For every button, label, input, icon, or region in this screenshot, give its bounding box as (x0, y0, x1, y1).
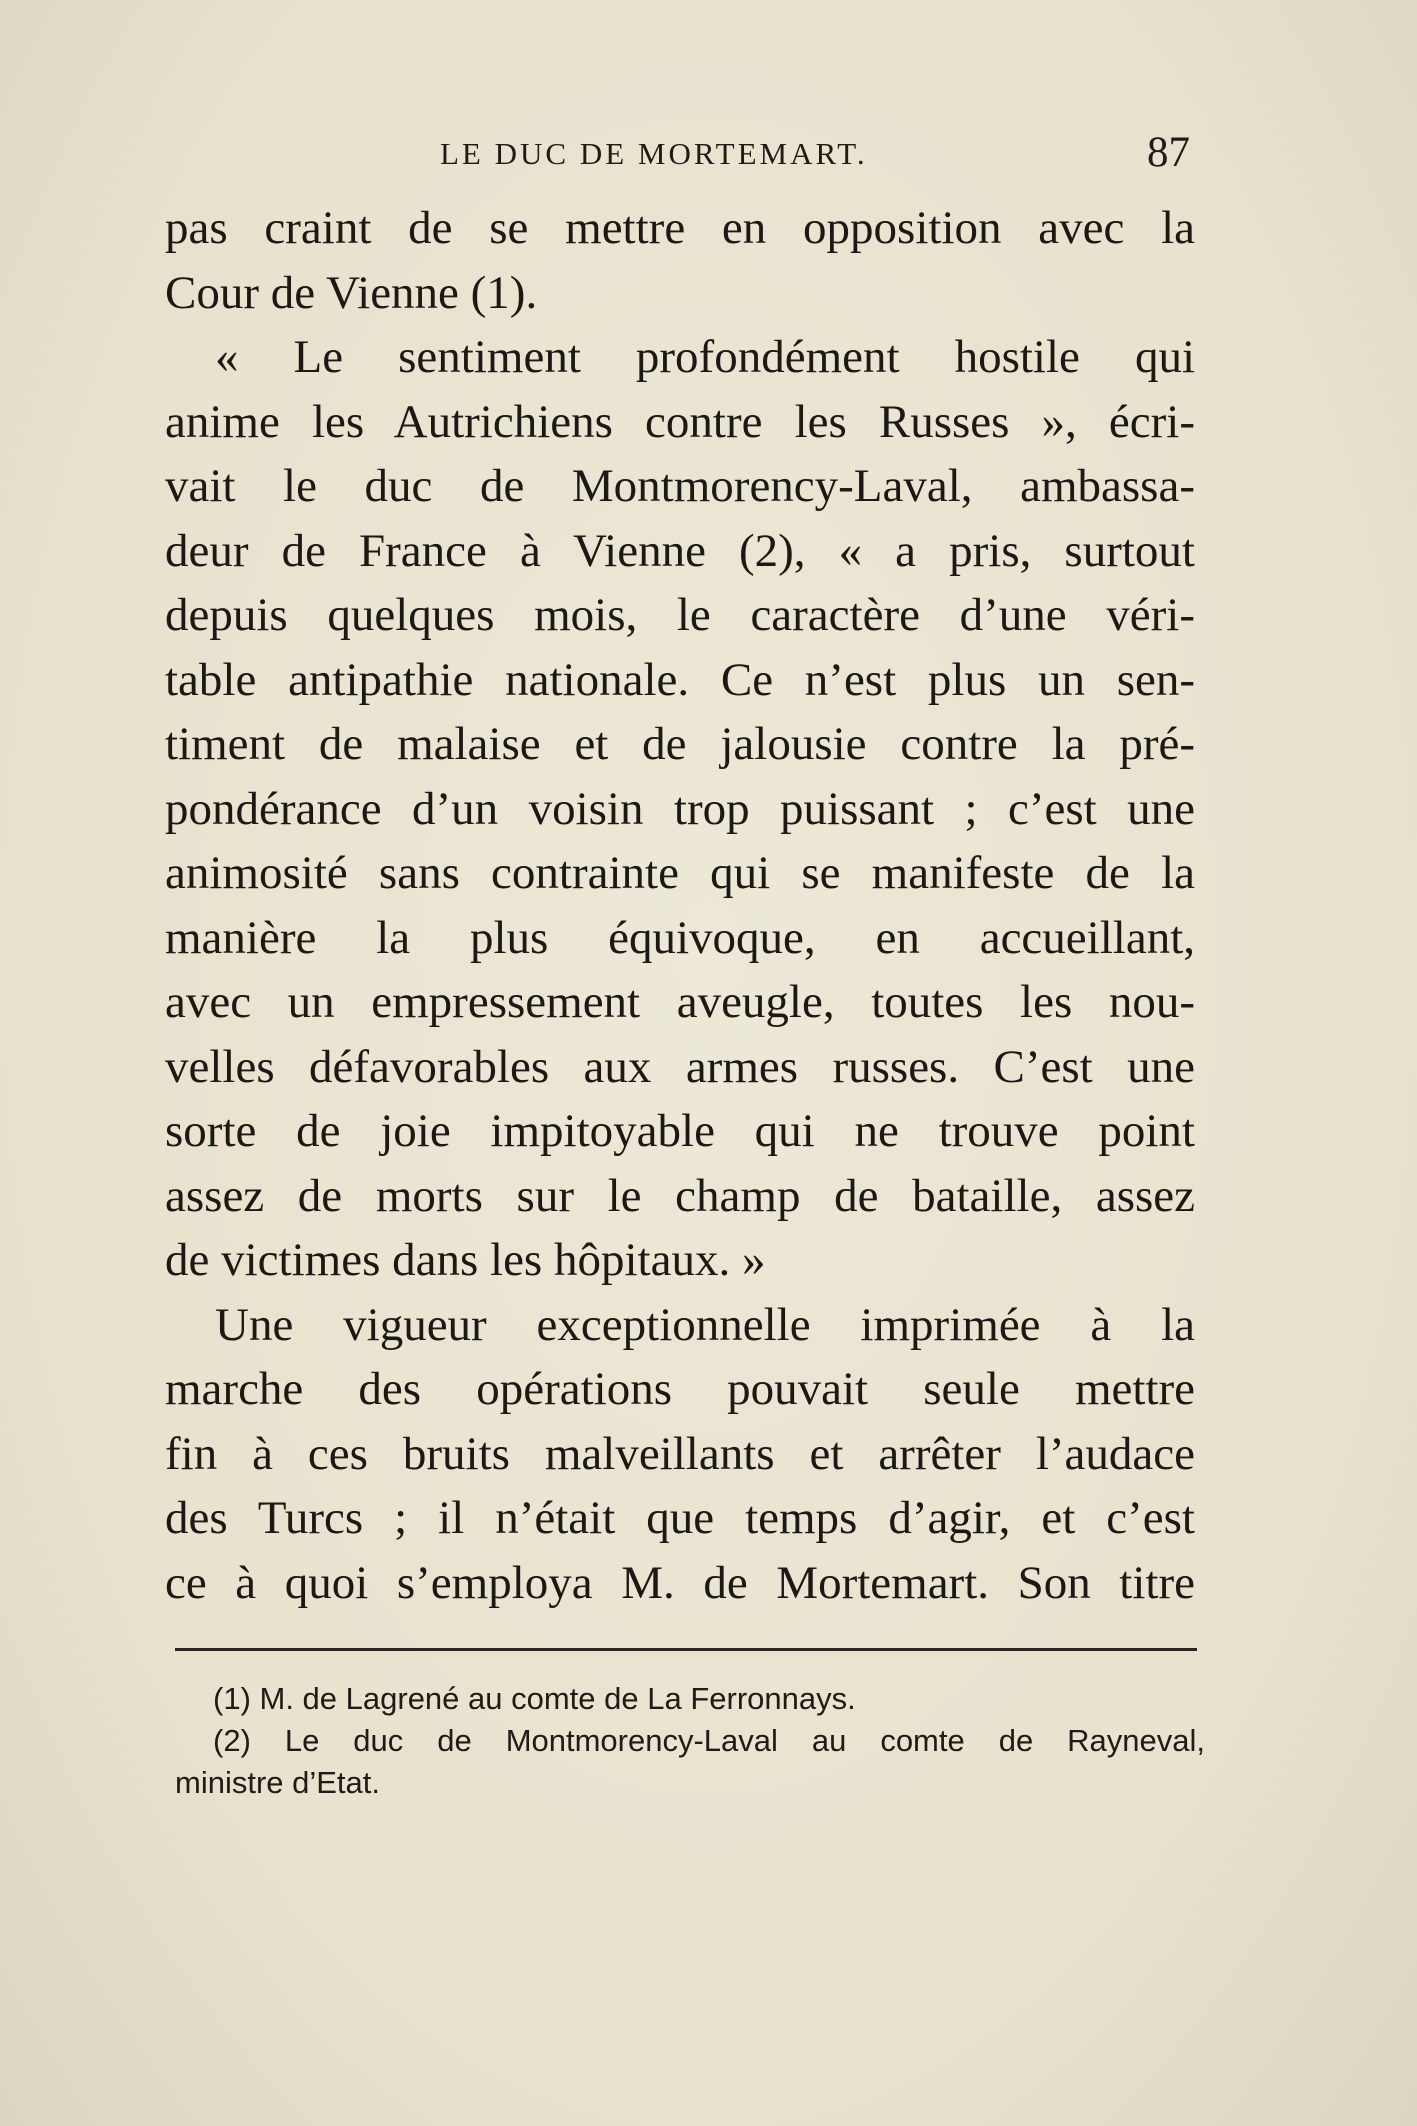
footnote-line: (1) M. de Lagrené au comte de La Ferronnays. (213, 1681, 856, 1716)
footnote-line: (2) Le duc de Montmorency-Laval au comte de Rayneval, (213, 1723, 1205, 1758)
text-line: anime les Autrichiens contre les Russes », écri- (165, 395, 1195, 448)
running-head (165, 128, 1190, 188)
text-line: marche des opérations pouvait seule mettre (165, 1363, 1195, 1415)
text-line: deur de France à Vienne (2), « a pris, surtout (165, 524, 1195, 577)
text-line: sorte de joie impitoyable qui ne trouve point (165, 1105, 1195, 1157)
page-number: 87 (1147, 129, 1190, 176)
text-line: velles défavorables aux armes russes. C’est une (165, 1040, 1195, 1093)
footnotes (175, 1678, 1205, 1804)
text-line: table antipathie nationale. Ce n’est plus un sen- (165, 653, 1195, 706)
text-line: ce à quoi s’employa M. de Mortemart. Son titre (165, 1556, 1195, 1609)
text-line: de victimes dans les hôpitaux. » (165, 1234, 766, 1286)
footnote-divider (175, 1648, 1197, 1651)
text-line: manière la plus équivoque, en accueillant, (165, 911, 1195, 964)
footnote-line: ministre d’Etat. (175, 1765, 381, 1800)
text-line: « Le sentiment profondément hostile qui (215, 331, 1195, 383)
text-line: avec un empressement aveugle, toutes les nou- (165, 976, 1195, 1028)
text-line: timent de malaise et de jalousie contre la pré- (165, 718, 1195, 770)
text-line: pondérance d’un voisin trop puissant ; c’est une (165, 782, 1195, 835)
text-line: animosité sans contrainte qui se manifeste de la (165, 847, 1195, 899)
text-line: pas craint de se mettre en opposition avec la (165, 202, 1195, 254)
text-line: des Turcs ; il n’était que temps d’agir, et c’est (165, 1492, 1195, 1544)
body-text (165, 196, 1195, 1615)
running-title: LE DUC DE MORTEMART. (440, 136, 868, 171)
text-line: assez de morts sur le champ de bataille, assez (165, 1169, 1195, 1222)
text-line: Cour de Vienne (1). (165, 266, 538, 319)
text-line: vait le duc de Montmorency-Laval, ambassa- (165, 460, 1195, 512)
text-line: Une vigueur exceptionnelle imprimée à la (215, 1298, 1195, 1351)
text-line: fin à ces bruits malveillants et arrêter l’audace (165, 1427, 1195, 1480)
text-line: depuis quelques mois, le caractère d’une véri- (165, 589, 1195, 641)
